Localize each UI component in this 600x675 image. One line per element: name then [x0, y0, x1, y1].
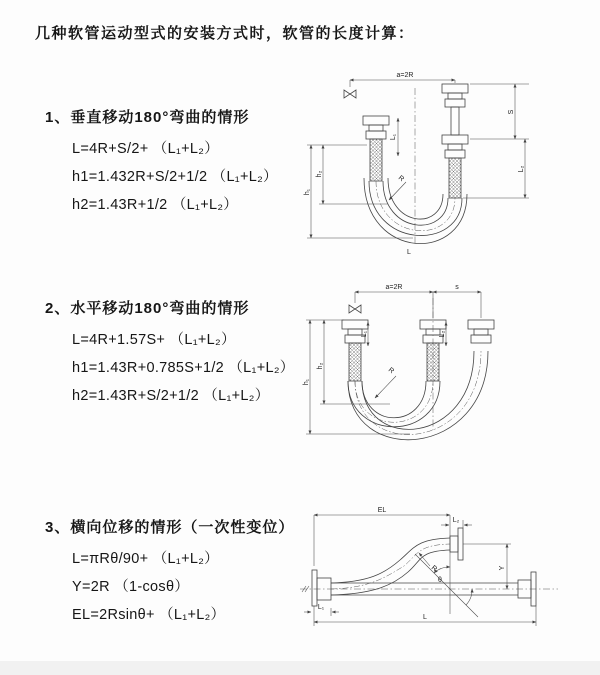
section-3-heading: 3、横向位移的情形（一次性变位） [45, 519, 295, 536]
section-vertical-180 [45, 106, 278, 219]
section-2-heading: 2、水平移动180°弯曲的情形 [45, 300, 250, 317]
dim-l2-label: L₂ [518, 165, 525, 173]
dim-length [314, 606, 536, 626]
dim-s [433, 284, 481, 292]
page-title: 几种软管运动型式的安装方式时，软管的长度计算： [35, 25, 415, 42]
page-bottom-edge [0, 661, 600, 675]
formula-line: L=πRθ/90+ （L₁+L₂） [72, 551, 219, 567]
dim-el [314, 507, 450, 614]
dim-l2-label: L₂ [452, 517, 460, 524]
dim-length-label: L [407, 249, 411, 256]
dim-a2r-label: a=2R [396, 72, 414, 79]
formula-line: L=4R+S/2+ （L₁+L₂） [72, 141, 220, 157]
section-1-formulas [72, 135, 278, 219]
diagram-horizontal-180 [298, 282, 568, 457]
dim-a2r-label: a=2R [385, 284, 403, 291]
dim-l1 [390, 118, 398, 156]
valve-icon [349, 305, 361, 313]
angle-theta [415, 554, 478, 617]
dim-l1-label: L₁ [361, 330, 368, 338]
diagram-lateral-displacement [300, 502, 585, 647]
fitting-right [442, 84, 468, 198]
radius-label: R [396, 174, 406, 184]
valve-icon [344, 90, 356, 98]
radius-label: R [429, 564, 439, 574]
dim-s-label: s [455, 284, 459, 291]
flange-left [312, 570, 331, 606]
fitting-left [342, 320, 368, 381]
radius-label: R [386, 366, 396, 376]
dim-el-label: EL [377, 507, 387, 514]
radius-callout [375, 367, 396, 398]
dim-l1 [361, 322, 368, 346]
fitting-right-moved [468, 320, 494, 343]
dim-s-label: S [508, 109, 515, 115]
dim-l2 [463, 139, 529, 198]
section-2-formulas [72, 326, 295, 410]
dim-y-label: Y [499, 565, 506, 571]
formula-line: L=4R+1.57S+ （L₁+L₂） [72, 332, 236, 348]
formula-line: h1=1.432R+S/2+1/2 （L₁+L₂） [72, 169, 278, 185]
dim-l2 [439, 322, 446, 346]
dim-length-label: L [423, 614, 427, 621]
dim-l1-label: L₁ [317, 604, 325, 611]
dim-h2-label: h₂ [317, 362, 324, 370]
section-horizontal-180 [45, 297, 295, 410]
formula-line: EL=2Rsinθ+ （L₁+L₂） [72, 607, 226, 623]
dim-l1-label: L₁ [390, 133, 397, 141]
flange-upper [450, 528, 463, 560]
dim-h1-label: h₁ [303, 378, 310, 386]
dim-a2r [355, 284, 433, 292]
diagram-vertical-180 [303, 70, 553, 265]
formula-line: h2=1.43R+S/2+1/2 （L₁+L₂） [72, 388, 270, 404]
dim-l2-label: L₂ [439, 330, 446, 338]
dim-a2r [350, 72, 455, 87]
dim-y [463, 544, 511, 589]
dim-s [470, 84, 529, 139]
section-lateral-displacement [45, 516, 294, 629]
radius-callout [419, 553, 438, 573]
dim-h2-label: h₂ [316, 170, 323, 178]
formula-line: h1=1.43R+0.785S+1/2 （L₁+L₂） [72, 360, 295, 376]
dim-h1-label: h₁ [304, 188, 311, 196]
radius-callout [389, 175, 406, 200]
dim-l1 [304, 604, 339, 616]
fitting-left [363, 116, 389, 181]
dim-l2 [441, 517, 472, 528]
section-1-heading: 1、垂直移动180°弯曲的情形 [45, 109, 250, 126]
formula-line: h2=1.43R+1/2 （L₁+L₂） [72, 197, 239, 213]
hose-curves [348, 351, 488, 440]
formula-line: Y=2R （1-cosθ） [72, 579, 190, 595]
angle-theta-label: θ [438, 577, 442, 584]
section-3-formulas [72, 545, 294, 629]
